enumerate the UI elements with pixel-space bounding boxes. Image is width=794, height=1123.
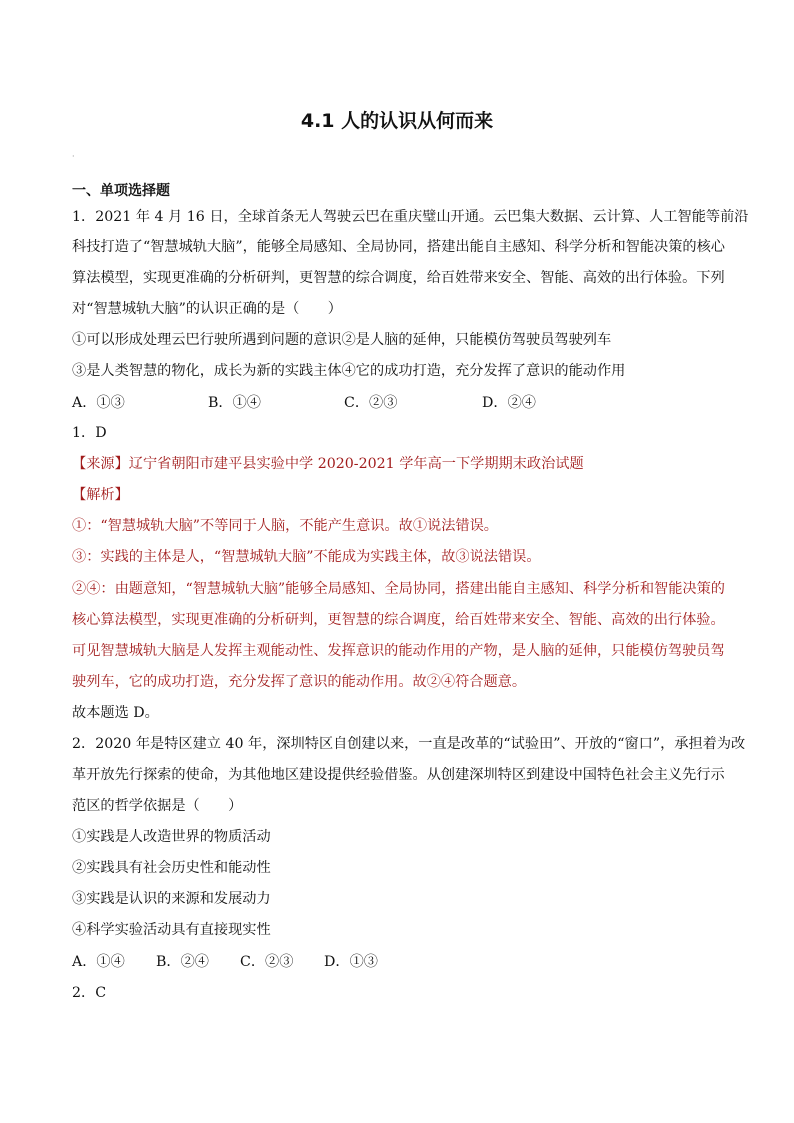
- q2-item: ①实践是人改造世界的物质活动: [72, 829, 271, 845]
- q1-item: ③是人类智慧的物化，成长为新的实践主体④它的成功打造，充分发挥了意识的能动作用: [72, 363, 626, 379]
- option-c: C．②③: [240, 954, 294, 970]
- q1-stem-line: 科技打造了“智慧城轨大脑”，能够全局感知、全局协同，搭建出能自主感知、科学分析和智能决策的核心: [72, 239, 725, 255]
- option-d: D．②④: [482, 395, 536, 411]
- marker-dot: ·: [72, 152, 75, 161]
- q1-analysis-line: 驶列车，它的成功打造，充分发挥了意识的能动作用。故②④符合题意。: [72, 674, 527, 690]
- q1-analysis-line: ③：实践的主体是人，“智慧城轨大脑”不能成为实践主体，故③说法错误。: [72, 549, 541, 565]
- q1-analysis-line: ②④：由题意知，“智慧城轨大脑”能够全局感知、全局协同，搭建出能自主感知、科学分析和智能决策的: [72, 581, 725, 597]
- section-heading: 一、单项选择题: [72, 183, 170, 199]
- page-title: 4.1 人的认识从何而来: [300, 110, 494, 132]
- q2-stem-line: 范区的哲学依据是（ ）: [72, 798, 243, 814]
- q1-stem-line: 算法模型，实现更准确的分析研判，更智慧的综合调度，给百姓带来安全、智能、高效的出行体验。下列: [72, 270, 725, 286]
- option-d: D．①③: [324, 954, 378, 970]
- q1-analysis-line: ①：“智慧城轨大脑”不等同于人脑，不能产生意识。故①说法错误。: [72, 518, 498, 534]
- q1-stem-line: 1．2021 年 4 月 16 日，全球首条无人驾驶云巴在重庆璧山开通。云巴集大数据、云计算、人工智能等前沿: [72, 209, 749, 225]
- q1-stem-line: 对“智慧城轨大脑”的认识正确的是（ ）: [72, 301, 342, 317]
- q2-stem-line: 革开放先行探索的使命，为其他地区建设提供经验借鉴。从创建深圳特区到建设中国特色社会主义先行示: [72, 767, 725, 783]
- q1-options: [72, 394, 536, 412]
- q2-item: ④科学实验活动具有直接现实性: [72, 922, 271, 938]
- q1-conclusion: 故本题选 D。: [72, 705, 159, 721]
- q1-item: ①可以形成处理云巴行驶所遇到问题的意识②是人脑的延伸，只能模仿驾驶员驾驶列车: [72, 332, 612, 348]
- option-a: A．①③: [72, 395, 125, 411]
- q1-analysis-label: 【解析】: [72, 487, 129, 503]
- option-b: B．①④: [208, 395, 261, 411]
- q2-answer: 2．C: [72, 985, 107, 1001]
- q1-analysis-line: 核心算法模型，实现更准确的分析研判，更智慧的综合调度，给百姓带来安全、智能、高效的出行体验。: [72, 612, 725, 628]
- q2-stem-line: 2．2020 年是特区建立 40 年，深圳特区自创建以来，一直是改革的“试验田”、开放的“窗口”，承担着为改: [72, 736, 746, 752]
- q2-item: ③实践是认识的来源和发展动力: [72, 891, 271, 907]
- q2-item: ②实践具有社会历史性和能动性: [72, 860, 271, 876]
- q1-source: 【来源】辽宁省朝阳市建平县实验中学 2020-2021 学年高一下学期期末政治试题: [72, 456, 584, 472]
- option-c: C．②③: [344, 395, 398, 411]
- option-a: A．①④: [72, 954, 125, 970]
- q1-answer: 1．D: [72, 425, 107, 441]
- option-b: B．②④: [156, 954, 209, 970]
- q1-analysis-line: 可见智慧城轨大脑是人发挥主观能动性、发挥意识的能动作用的产物，是人脑的延伸，只能模仿驾驶员驾: [72, 643, 725, 659]
- q2-options: [72, 953, 378, 971]
